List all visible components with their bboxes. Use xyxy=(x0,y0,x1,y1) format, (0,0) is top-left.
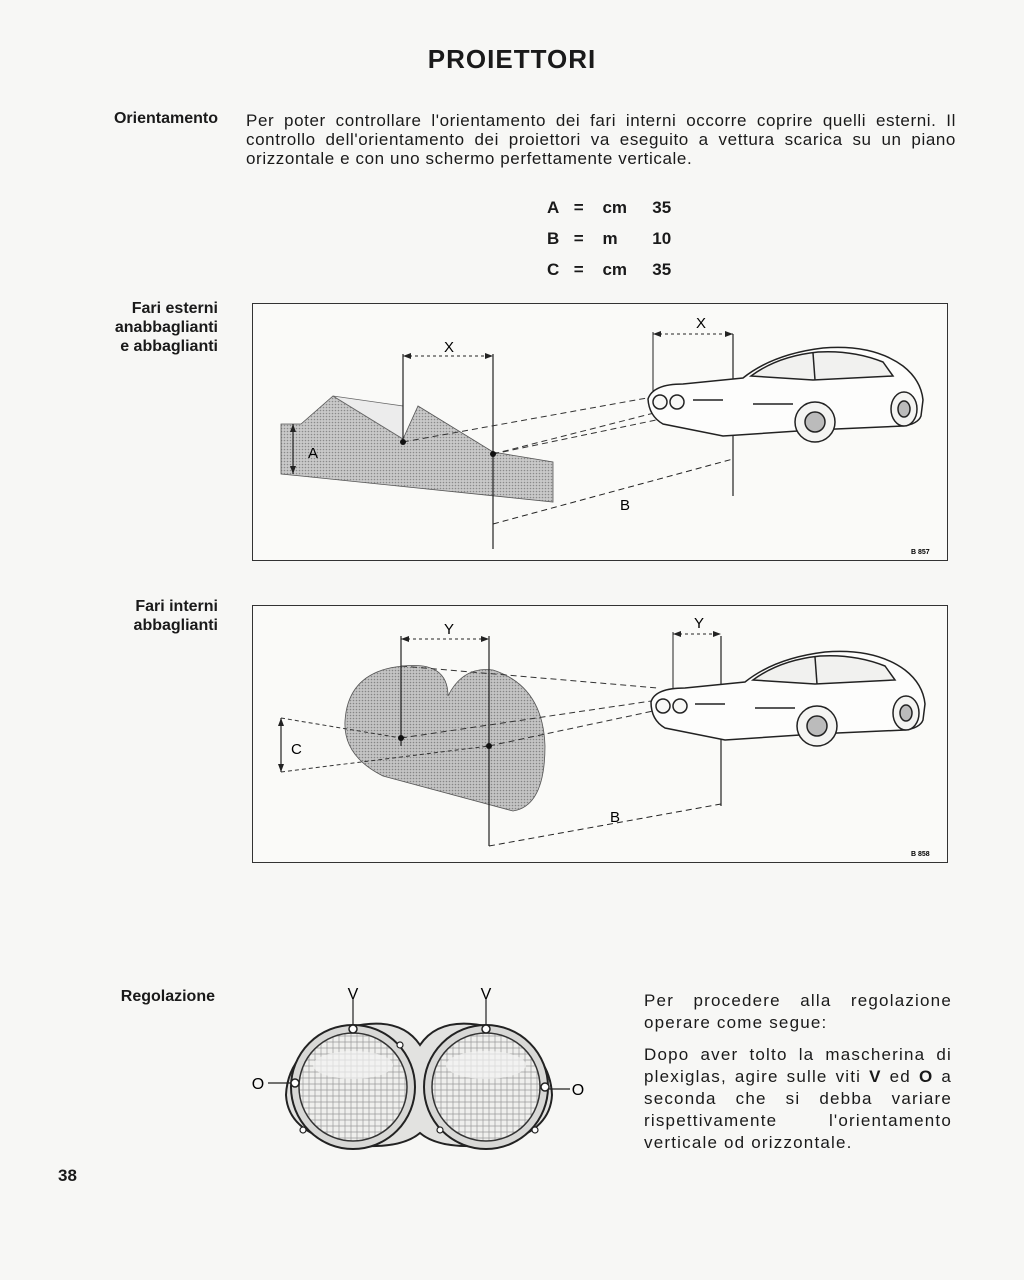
diagram-code-1: B 857 xyxy=(911,549,930,556)
measure-unit: m xyxy=(602,229,618,248)
dim-x-label-1: X xyxy=(443,339,455,356)
measure-key: C xyxy=(547,260,560,279)
label-line: anabbaglianti xyxy=(114,319,218,336)
measures-list xyxy=(547,198,687,291)
dim-b-label-2: B xyxy=(609,809,621,826)
measure-key: B xyxy=(547,229,560,248)
para2-text: Dopo aver tolto la mascherina di plexiglas, agire sulle viti xyxy=(644,1045,952,1086)
screw-v-label-right: V xyxy=(480,986,492,1003)
page-title: PROIETTORI xyxy=(427,44,597,74)
label-line: Fari esterni xyxy=(131,300,218,317)
dim-b-label-1: B xyxy=(619,497,631,514)
car-drawing xyxy=(648,347,923,442)
measure-unit: cm xyxy=(602,260,628,279)
label-fari-esterni xyxy=(60,299,218,356)
car-drawing xyxy=(651,651,925,746)
para2-text: ed xyxy=(881,1067,919,1086)
label-line: e abbaglianti xyxy=(120,338,218,355)
label-regolazione-text: Regolazione xyxy=(120,988,215,1005)
dim-y-label-2: Y xyxy=(693,615,705,632)
dim-a-label: A xyxy=(307,445,319,462)
beam-pattern-shading xyxy=(281,396,553,502)
regolazione-text xyxy=(644,990,952,1164)
measure-a xyxy=(547,198,687,229)
label-fari-interni xyxy=(60,597,218,635)
label-orientamento xyxy=(60,109,218,128)
measure-c xyxy=(547,260,687,291)
measure-eq: = xyxy=(573,229,584,248)
regolazione-para-2 xyxy=(644,1044,952,1154)
measure-eq: = xyxy=(573,198,584,217)
label-line: abbaglianti xyxy=(133,617,218,634)
beam-spot-shading xyxy=(345,665,545,811)
headlamp-svg xyxy=(240,985,600,1150)
measure-value: 35 xyxy=(652,260,672,279)
measure-value: 35 xyxy=(652,198,672,217)
diagram-fari-interni-svg xyxy=(253,606,947,862)
measure-key: A xyxy=(547,198,560,217)
diagram-fari-esterni xyxy=(252,303,948,561)
label-line: Fari interni xyxy=(135,598,218,615)
measure-value: 10 xyxy=(652,229,672,248)
para2-screw-o: O xyxy=(918,1067,934,1086)
measure-eq: = xyxy=(573,260,584,279)
measure-unit: cm xyxy=(602,198,628,217)
screw-o-label-right: O xyxy=(571,1082,585,1099)
regolazione-para-1: Per procedere alla regolazione operare come segue: xyxy=(644,991,952,1032)
screw-v-label-left: V xyxy=(347,986,359,1003)
measure-b xyxy=(547,229,687,260)
page-number: 38 xyxy=(58,1166,77,1185)
headlamp-drawing xyxy=(240,985,600,1150)
diagram-fari-esterni-svg xyxy=(253,304,947,560)
para2-screw-v: V xyxy=(869,1067,882,1086)
dim-x-label-2: X xyxy=(695,315,707,332)
orientamento-paragraph: Per poter controllare l'orientamento dei fari interni occorre coprire quelli esterni. Il controllo dell'orientamento dei proiettori va eseguito a vettura scarica su un piano orizzontale e con uno schermo perfettamente verticale. xyxy=(246,111,956,168)
label-regolazione xyxy=(60,987,215,1006)
dim-c-label: C xyxy=(291,741,302,758)
dim-y-label-1: Y xyxy=(443,621,455,638)
para2-text: a seconda che si debba variare rispettivamente l'orientamento verticale od orizzontale. xyxy=(644,1067,953,1152)
diagram-fari-interni xyxy=(252,605,948,863)
diagram-code-2: B 858 xyxy=(911,851,930,858)
screw-o-label-left: O xyxy=(251,1076,265,1093)
label-orientamento-text: Orientamento xyxy=(113,110,218,127)
